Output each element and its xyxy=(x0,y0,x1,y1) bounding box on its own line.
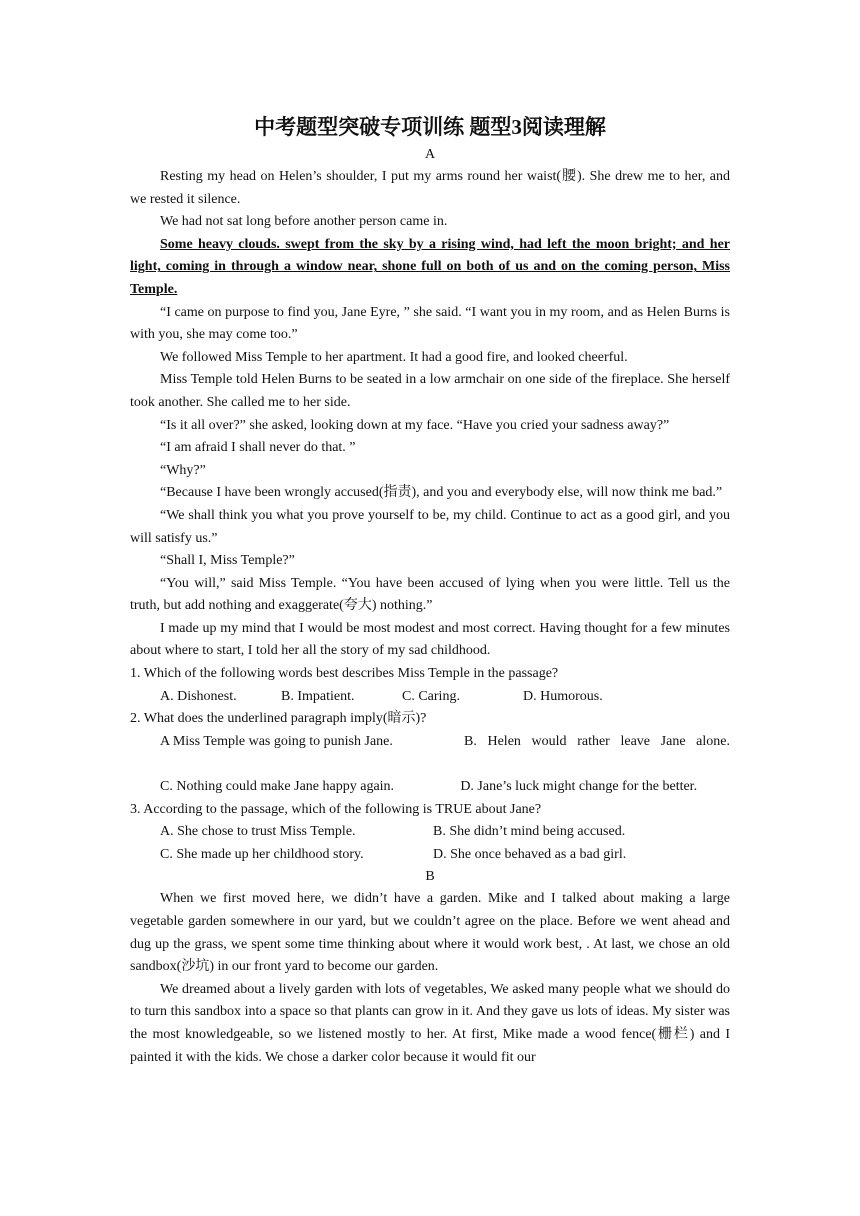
paragraph: When we first moved here, we didn’t have a garden. Mike and I talked about making a large vegetable garden somewhere in our yard, but we couldn’t agree on the place. Before we went ahead and dug up the grass, we spent some time thinking about where it would work best, . At last, we chose an old sandbox(沙坑) in our front yard to become our garden. xyxy=(130,891,730,975)
underlined-paragraph: Some heavy clouds. swept from the sky by a rising wind, had left the moon bright; and her light, coming in through a window near, shone full on both of us and on the coming person, Miss Temple. xyxy=(130,236,730,297)
question-2-options-row-1 xyxy=(130,731,730,754)
option-c: C. She made up her childhood story. xyxy=(160,846,364,862)
blank-line xyxy=(130,753,730,776)
question-3-stem: 3. According to the passage, which of the following is TRUE about Jane? xyxy=(130,801,542,817)
question-2-options-row-2 xyxy=(130,776,730,799)
option-b: B. She didn’t mind being accused. xyxy=(433,824,626,840)
question-1-stem: 1. Which of the following words best describes Miss Temple in the passage? xyxy=(130,666,559,682)
question-1-options xyxy=(130,686,730,709)
option-d: D. She once behaved as a bad girl. xyxy=(433,846,627,862)
paragraph: Miss Temple told Helen Burns to be seated in a low armchair on one side of the fireplace. She herself took another. She called me to her side. xyxy=(130,372,730,410)
paragraph: “Shall I, Miss Temple?” xyxy=(160,553,295,569)
paragraph: I made up my mind that I would be most modest and most correct. Having thought for a few minutes about where to start, I told her all the story of my sad childhood. xyxy=(130,620,730,659)
paragraph: Resting my head on Helen’s shoulder, I put my arms round her waist(腰). She drew me to her, and we rested it silence. xyxy=(130,169,730,207)
option-c: C. Nothing could make Jane happy again. xyxy=(160,779,395,795)
paragraph: We followed Miss Temple to her apartment. It had a good fire, and looked cheerful. xyxy=(160,349,628,365)
paragraph: “I am afraid I shall never do that. ” xyxy=(160,440,356,456)
option-b: B. Impatient. xyxy=(281,688,355,704)
page-title: 中考题型突破专项训练 题型3阅读理解 xyxy=(254,115,606,139)
paragraph: “We shall think you what you prove yourself to be, my child. Continue to act as a good girl, and you will satisfy us.” xyxy=(130,507,730,546)
paragraph: “You will,” said Miss Temple. “You have been accused of lying when you were little. Tell us the truth, but add nothing and exaggerate(夸大) nothing.” xyxy=(130,575,730,614)
paragraph: We dreamed about a lively garden with lots of vegetables, We asked many people what we should do to turn this sandbox into a space so that plants can grow in it. And they gave us lots of ideas. My sister was the most knowledgeable, so we listened mostly to her. At first, Mike made a wood fence(栅栏) and I painted it with the kids. We chose a darker color because it would fit our xyxy=(130,981,730,1065)
option-b: B. Helen would rather leave Jane alone. xyxy=(464,733,730,749)
option-a: A. Dishonest. xyxy=(160,688,237,704)
document-page xyxy=(130,110,730,1069)
section-b-label: B xyxy=(425,869,435,885)
option-c: C. Caring. xyxy=(402,688,460,704)
question-2-stem: 2. What does the underlined paragraph imply(暗示)? xyxy=(130,711,427,727)
question-3-options-row-2 xyxy=(130,844,730,867)
option-a: A. She chose to trust Miss Temple. xyxy=(160,824,356,840)
option-d: D. Humorous. xyxy=(523,688,603,704)
paragraph: “I came on purpose to find you, Jane Eyre, ” she said. “I want you in my room, and as Helen Burns is with you, she may come too.” xyxy=(130,304,730,343)
paragraph: “Why?” xyxy=(160,462,206,478)
paragraph: “Is it all over?” she asked, looking down at my face. “Have you cried your sadness away?” xyxy=(160,417,670,433)
paragraph: “Because I have been wrongly accused(指责), and you and everybody else, will now think me bad.” xyxy=(160,485,723,501)
option-d: D. Jane’s luck might change for the better. xyxy=(460,779,698,795)
option-a: A Miss Temple was going to punish Jane. xyxy=(160,733,393,749)
section-a-label: A xyxy=(424,147,436,162)
question-3-options-row-1 xyxy=(130,821,730,844)
paragraph: We had not sat long before another person came in. xyxy=(160,214,448,230)
